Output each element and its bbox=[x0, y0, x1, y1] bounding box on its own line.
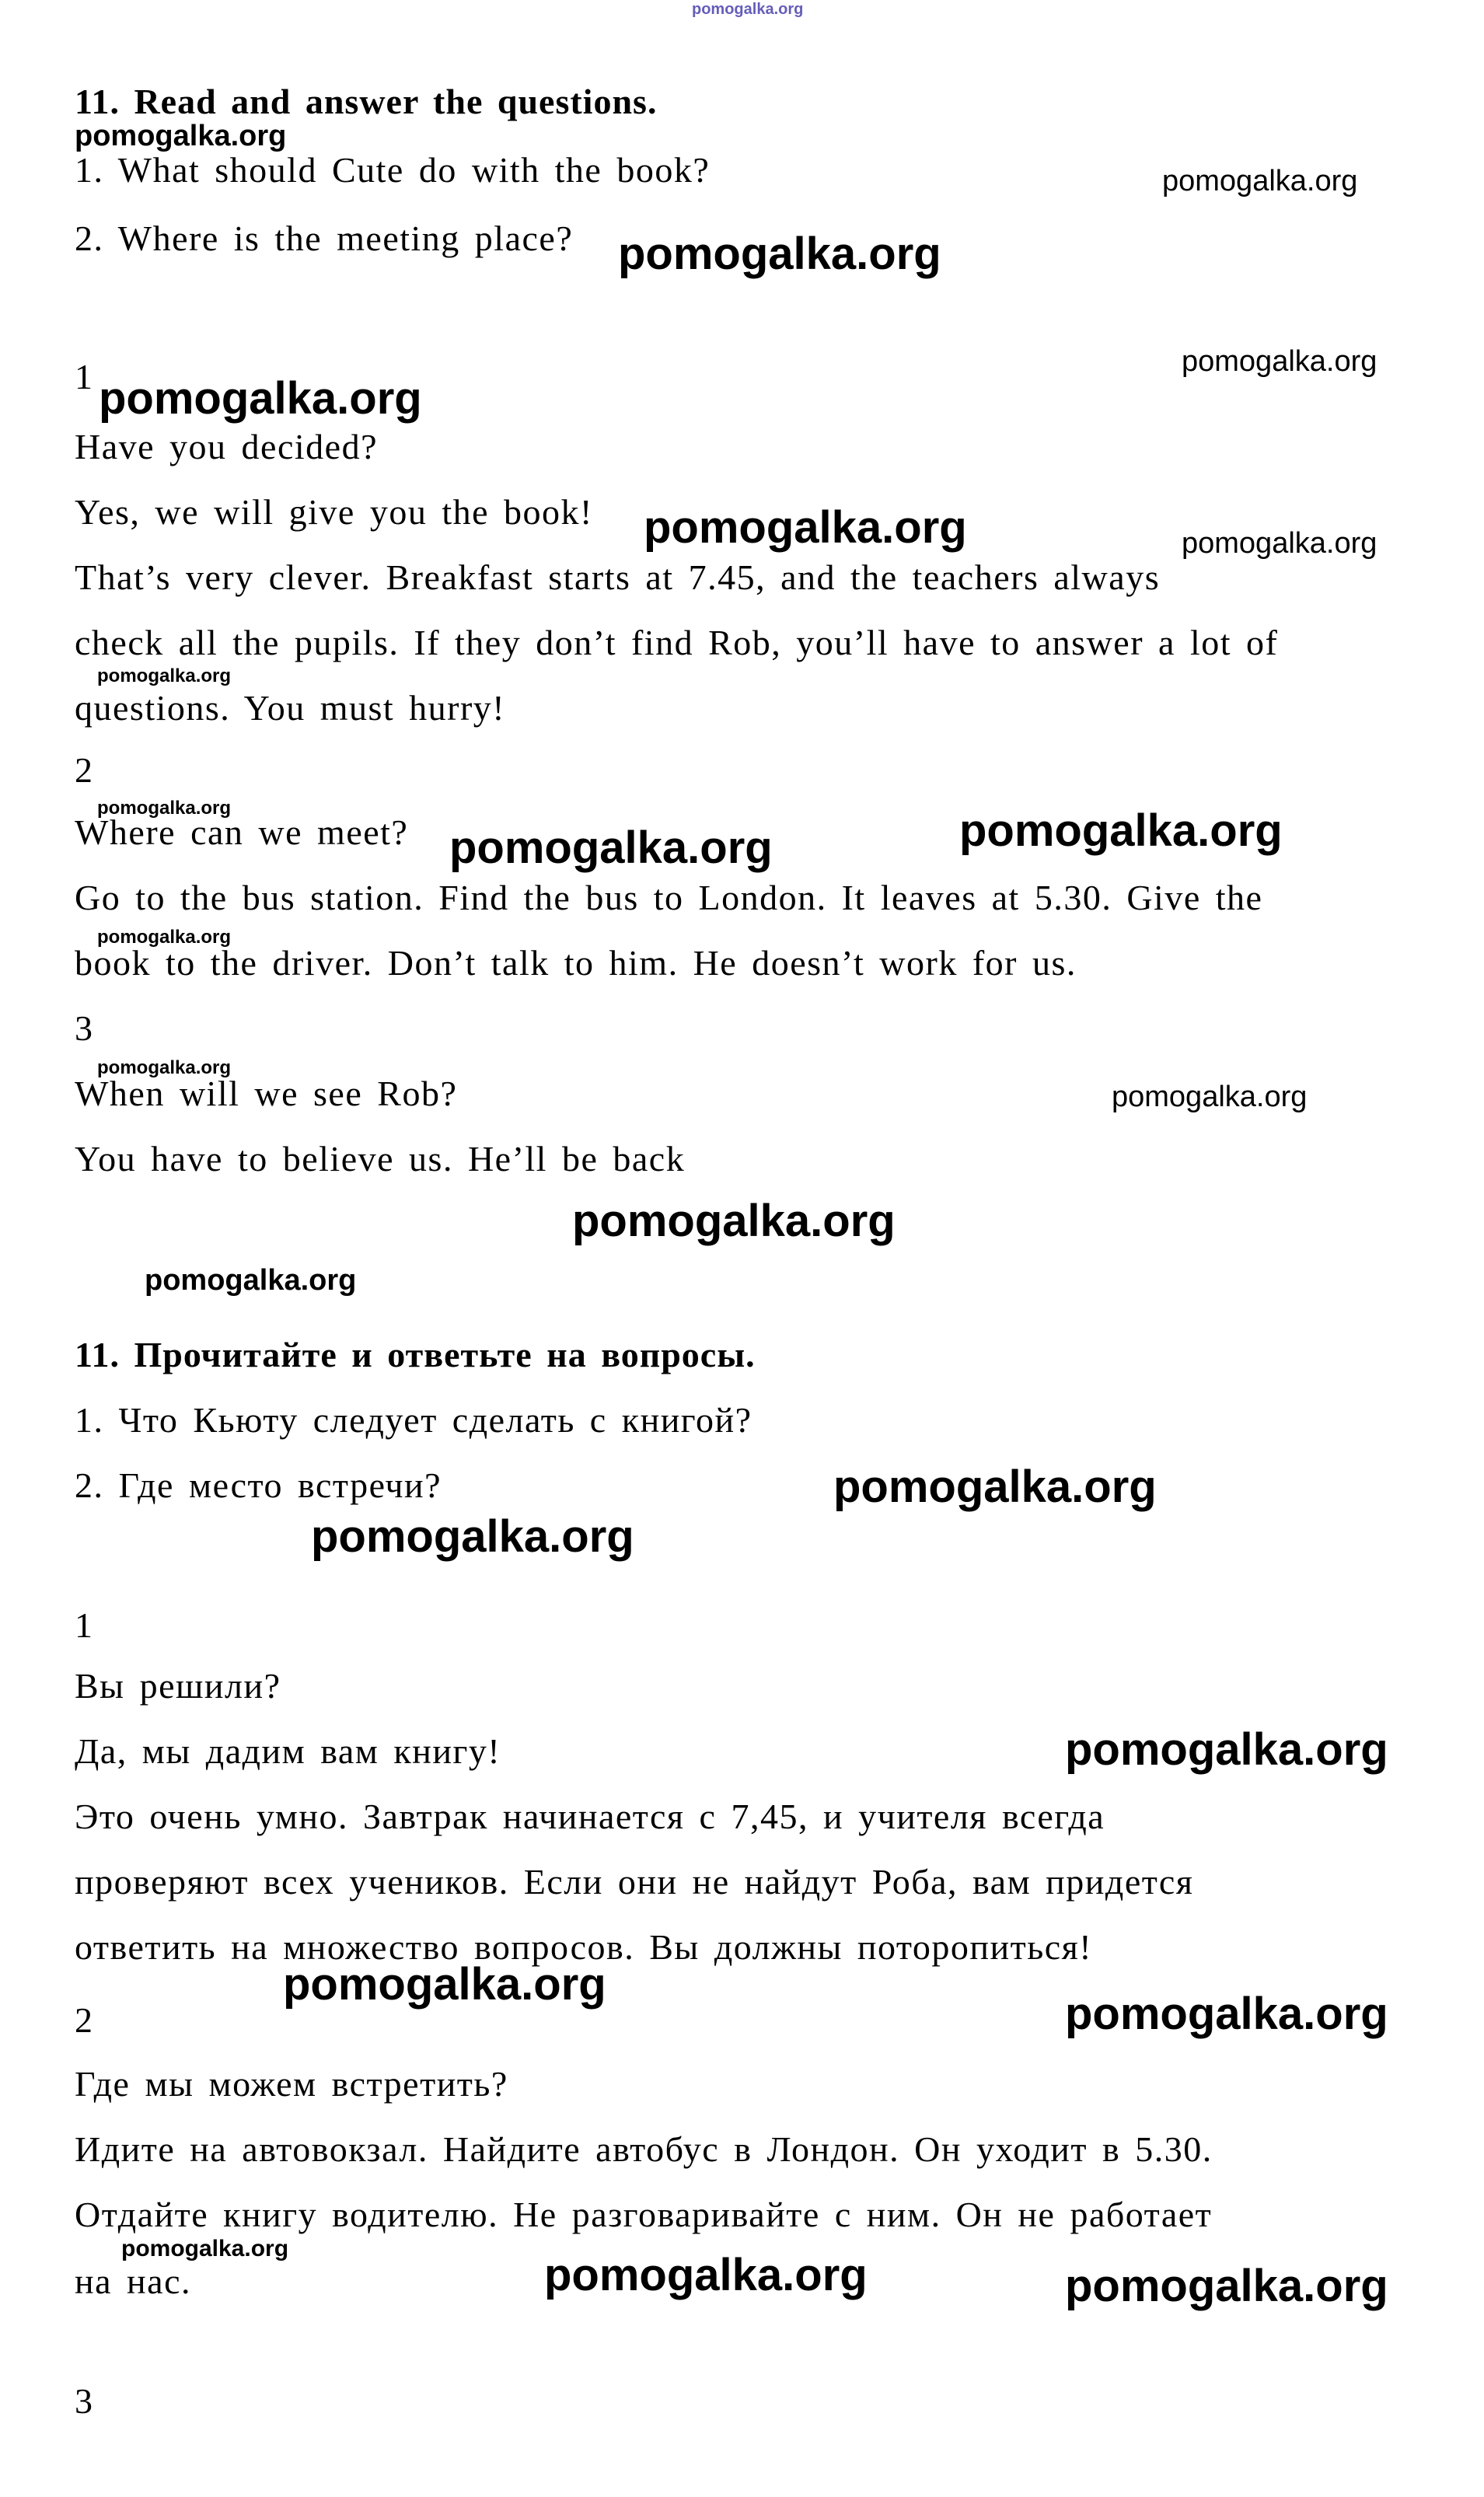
watermark-after-num1: pomogalka.org bbox=[99, 373, 422, 424]
watermark-right-mid: pomogalka.org bbox=[1182, 527, 1378, 560]
line-yes-we-will-give: Yes, we will give you the book! bbox=[75, 492, 593, 532]
section-title-en: 11. Read and answer the questions. bbox=[75, 82, 658, 121]
line-vy-reshili: Вы решили? bbox=[75, 1666, 281, 1706]
watermark-left-otvetit: pomogalka.org bbox=[283, 1959, 606, 2010]
watermark-left-small-ru: pomogalka.org bbox=[121, 2236, 289, 2261]
dialogue-num-2-ru: 2 bbox=[75, 2000, 93, 2040]
watermark-after-meet: pomogalka.org bbox=[449, 822, 773, 873]
watermark-right-q1: pomogalka.org bbox=[1162, 165, 1358, 197]
watermark-under-title: pomogalka.org bbox=[75, 120, 287, 152]
line-have-you-decided: Have you decided? bbox=[75, 427, 379, 466]
question-1-en: 1. What should Cute do with the book? bbox=[75, 150, 711, 190]
line-check-all-pupils: check all the pupils. If they don’t find Rob, you’ll have to answer a lot of bbox=[75, 623, 1279, 662]
line-thats-very-clever: That’s very clever. Breakfast starts at 7.45, and the teachers always bbox=[75, 557, 1161, 597]
line-otvetit-na-mnozhestvo: ответить на множество вопросов. Вы должны поторопиться! bbox=[75, 1927, 1093, 1967]
watermark-right-da: pomogalka.org bbox=[1065, 1724, 1388, 1775]
dialogue-num-1-en: 1 bbox=[75, 357, 93, 396]
line-where-can-we-meet: Where can we meet? bbox=[75, 812, 409, 852]
watermark-left-mid: pomogalka.org bbox=[145, 1264, 357, 1297]
line-proveryayut-vseh: проверяют всех учеников. Если они не найдут Роба, вам придется bbox=[75, 1862, 1194, 1902]
watermark-center-bottom: pomogalka.org bbox=[544, 2250, 868, 2300]
line-go-to-bus-station: Go to the bus station. Find the bus to London. It leaves at 5.30. Give the bbox=[75, 878, 1263, 917]
watermark-small-4: pomogalka.org bbox=[97, 1057, 232, 1078]
question-1-ru: 1. Что Кьюту следует сделать с книгой? bbox=[75, 1400, 752, 1440]
line-na-nas: на нас. bbox=[75, 2261, 191, 2301]
watermark-top-purple: pomogalka.org bbox=[692, 1, 804, 18]
dialogue-num-1-ru: 1 bbox=[75, 1605, 93, 1645]
watermark-small-2: pomogalka.org bbox=[97, 798, 232, 819]
line-da-my-dadim: Да, мы дадим вам книгу! bbox=[75, 1731, 501, 1771]
watermark-right-upper: pomogalka.org bbox=[1182, 345, 1378, 378]
watermark-small-1: pomogalka.org bbox=[97, 665, 232, 686]
section-title-ru: 11. Прочитайте и ответьте на вопросы. bbox=[75, 1335, 756, 1374]
line-gde-my-mozhem: Где мы можем встретить? bbox=[75, 2064, 508, 2104]
line-eto-ochen-umno: Это очень умно. Завтрак начинается с 7,45, и учителя всегда bbox=[75, 1797, 1105, 1836]
watermark-below-q2-ru: pomogalka.org bbox=[311, 1511, 634, 1562]
watermark-right-rob: pomogalka.org bbox=[1112, 1081, 1308, 1113]
dialogue-num-2-en: 2 bbox=[75, 750, 93, 790]
question-2-en: 2. Where is the meeting place? bbox=[75, 218, 574, 258]
question-2-ru: 2. Где место встречи? bbox=[75, 1465, 442, 1505]
watermark-small-3: pomogalka.org bbox=[97, 927, 232, 948]
line-book-to-driver: book to the driver. Don’t talk to him. He doesn’t work for us. bbox=[75, 943, 1077, 983]
watermark-right-bottom: pomogalka.org bbox=[1065, 2261, 1388, 2311]
watermark-right-num2-ru: pomogalka.org bbox=[1065, 1989, 1388, 2039]
line-otdayte-knigu: Отдайте книгу водителю. Не разговаривайте с ним. Он не работает bbox=[75, 2195, 1213, 2234]
watermark-after-q2: pomogalka.org bbox=[618, 229, 941, 279]
line-when-will-we-see-rob: When will we see Rob? bbox=[75, 1074, 458, 1113]
watermark-after-yes: pomogalka.org bbox=[644, 502, 967, 553]
watermark-center-believe: pomogalka.org bbox=[572, 1196, 896, 1246]
watermark-right-q2-ru: pomogalka.org bbox=[833, 1462, 1157, 1512]
line-idite-na-avtovokzal: Идите на автовокзал. Найдите автобус в Лондон. Он уходит в 5.30. bbox=[75, 2129, 1213, 2169]
line-questions-hurry: questions. You must hurry! bbox=[75, 688, 506, 728]
line-you-have-to-believe: You have to believe us. He’ll be back bbox=[75, 1139, 686, 1179]
dialogue-num-3-en: 3 bbox=[75, 1008, 93, 1048]
dialogue-num-3-ru: 3 bbox=[75, 2381, 93, 2421]
watermark-right-meet: pomogalka.org bbox=[959, 805, 1283, 856]
